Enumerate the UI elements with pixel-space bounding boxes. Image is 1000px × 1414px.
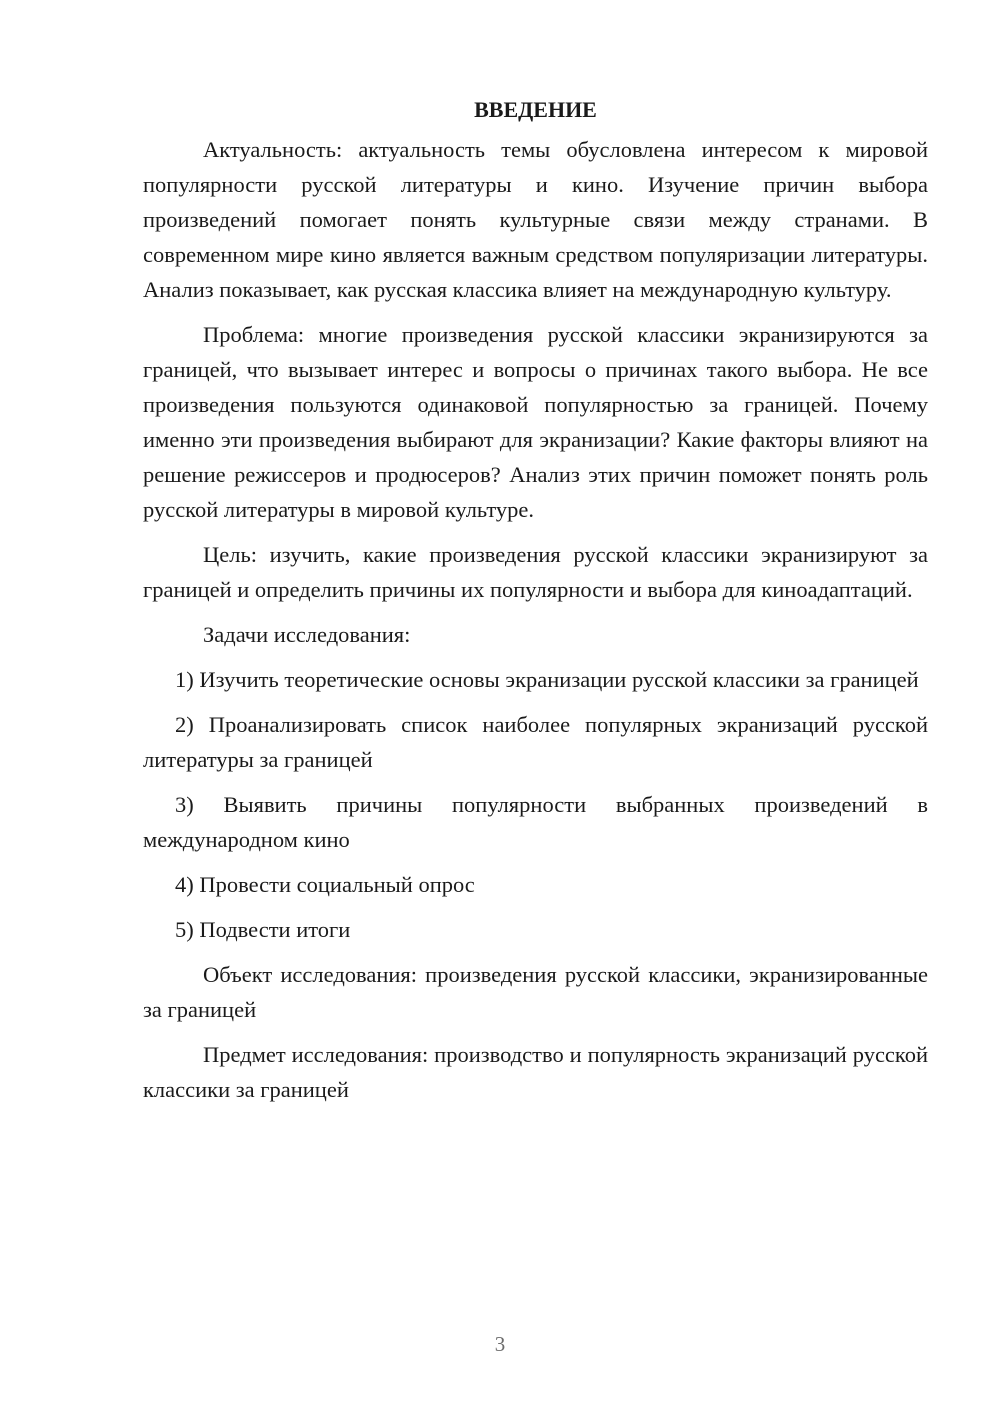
object-paragraph: Объект исследования: произведения русской классики, экранизированные за границей [143,962,928,1022]
page-number: 3 [494,1332,506,1356]
task-item-1: 1) Изучить теоретические основы экранизации русской классики за границей [175,667,919,692]
section-heading: ВВЕДЕНИЕ [474,97,597,122]
task-item-2: 2) Проанализировать список наиболее популярных экранизаций русской литературы за границей [143,712,928,772]
tasks-heading: Задачи исследования: [203,622,411,647]
task-item-3: 3) Выявить причины популярности выбранных произведений в международном кино [143,792,928,852]
document-page [143,92,928,1107]
task-item-5: 5) Подвести итоги [175,917,351,942]
goal-paragraph: Цель: изучить, какие произведения русской классики экранизируют за границей и определить причины их популярности и выбора для киноадаптаций. [143,542,928,602]
relevance-paragraph: Актуальность: актуальность темы обусловлена интересом к мировой популярности русской литературы и кино. Изучение причин выбора произведений помогает понять культурные связи между странами. В современном мире кино является важным средством популяризации литературы. Анализ показывает, как русская классика влияет на международную культуру. [143,137,928,302]
problem-paragraph: Проблема: многие произведения русской классики экранизируются за границей, что вызывает интерес и вопросы о причинах такого выбора. Не все произведения пользуются одинаковой популярностью за границей. Почему именно эти произведения выбирают для экранизации? Какие факторы влияют на решение режиссеров и продюсеров? Анализ этих причин поможет понять роль русской литературы в мировой культуре. [143,322,928,522]
task-item-4: 4) Провести социальный опрос [175,872,475,897]
subject-paragraph: Предмет исследования: производство и популярность экранизаций русской классики за границей [143,1042,928,1102]
